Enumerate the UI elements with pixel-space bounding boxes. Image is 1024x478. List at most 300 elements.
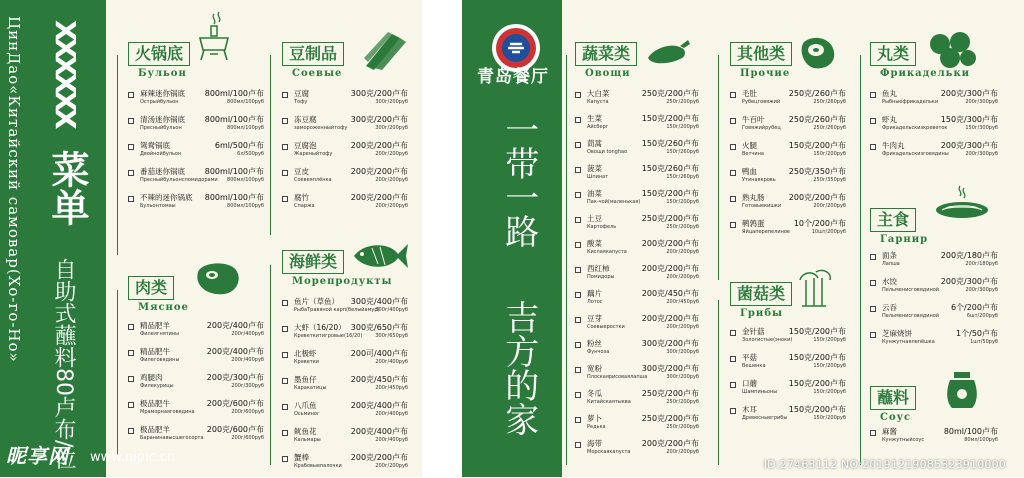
item-price-ru: 200г/300руб bbox=[965, 287, 998, 293]
menu-item[interactable] bbox=[128, 88, 264, 114]
item-price-ru: 150г/200руб bbox=[666, 199, 699, 205]
item-price: 200克/300卢布 bbox=[940, 277, 998, 286]
item-name-ru: Шпинат bbox=[587, 174, 609, 180]
checkbox[interactable] bbox=[282, 456, 288, 462]
item-price: 6ml/500卢布 bbox=[214, 141, 264, 150]
item-name-ru: Спаржа bbox=[294, 203, 315, 209]
item-name-ru: Мраморнаяговядина bbox=[140, 409, 195, 415]
item-name: 精品肥牛 bbox=[140, 347, 170, 356]
item-price: 80ml/100卢布 bbox=[943, 427, 998, 436]
checkbox[interactable] bbox=[128, 92, 134, 98]
checkbox[interactable] bbox=[575, 242, 581, 248]
checkbox[interactable] bbox=[730, 330, 736, 336]
item-name-ru: Двойнойбульон bbox=[140, 151, 182, 157]
item-name-ru: Пельменисговядиной bbox=[882, 313, 940, 319]
item-name-ru: Кунжутныйсоус bbox=[882, 437, 925, 443]
checkbox[interactable] bbox=[575, 442, 581, 448]
item-name-ru: Креветкитигровые(16/20) bbox=[294, 333, 363, 339]
item-name-ru: Соевеяплёнка bbox=[294, 177, 332, 183]
item-name-ru: Пак-чой(маленькая) bbox=[587, 199, 641, 205]
checkbox[interactable] bbox=[128, 118, 134, 124]
checkbox[interactable] bbox=[730, 196, 736, 202]
section-title: 肉类 bbox=[128, 276, 174, 300]
item-name-ru: Овощи tonghao bbox=[587, 149, 628, 155]
item-name-ru: Крабовыепалочки bbox=[294, 463, 342, 469]
menu-item[interactable] bbox=[282, 374, 408, 400]
menu-list bbox=[730, 88, 846, 244]
item-name-ru: Филекурицы bbox=[140, 383, 174, 389]
divider bbox=[117, 55, 118, 255]
checkbox[interactable] bbox=[282, 326, 288, 332]
menu-item[interactable] bbox=[575, 88, 699, 113]
item-name-ru: Фрикадельскизговядины bbox=[882, 151, 949, 157]
item-price-ru: 200г/200руб bbox=[375, 463, 408, 469]
item-name-ru: Рыбныефрикадельки bbox=[882, 99, 939, 105]
item-name-ru: Говяжийрубец bbox=[742, 125, 781, 131]
checkbox[interactable] bbox=[128, 350, 134, 356]
item-price-ru: 200г/450руб bbox=[375, 385, 408, 391]
item-price: 300克/200卢布 bbox=[350, 89, 408, 98]
item-price-ru: 250г/200руб bbox=[666, 99, 699, 105]
checkbox[interactable] bbox=[282, 378, 288, 384]
item-name: 面条 bbox=[882, 251, 897, 260]
menu-item[interactable] bbox=[870, 328, 998, 354]
menu-item[interactable] bbox=[730, 166, 846, 192]
item-name: 豆腐泡 bbox=[294, 141, 317, 150]
item-name-ru: Тофу bbox=[294, 99, 308, 105]
item-name-ru: Зологистые(эноки) bbox=[742, 337, 793, 343]
menu-item[interactable] bbox=[575, 388, 699, 413]
item-price: 250克/200卢布 bbox=[641, 389, 699, 398]
section-title: 豆制品 bbox=[282, 42, 344, 66]
checkbox[interactable] bbox=[128, 324, 134, 330]
item-name: 萝卜 bbox=[587, 414, 602, 423]
section-title-ru: Фрикадельки bbox=[880, 68, 971, 79]
menu-item[interactable] bbox=[128, 140, 264, 166]
watermark-brand: 昵享网 bbox=[6, 444, 69, 468]
item-price-ru: 300г/200руб bbox=[375, 125, 408, 131]
slogan-1: 一带一路 bbox=[498, 112, 539, 248]
checkbox[interactable] bbox=[128, 402, 134, 408]
menu-item[interactable] bbox=[575, 238, 699, 263]
checkbox[interactable] bbox=[128, 376, 134, 382]
item-price-ru: 200г/600руб bbox=[231, 409, 264, 415]
item-price: 250克/260卢布 bbox=[788, 115, 846, 124]
item-price: 150克/260卢布 bbox=[641, 164, 699, 173]
item-name: 金针菇 bbox=[742, 327, 765, 336]
checkbox[interactable] bbox=[575, 117, 581, 123]
menu-item[interactable] bbox=[575, 438, 699, 463]
checkbox[interactable] bbox=[575, 217, 581, 223]
checkbox[interactable] bbox=[128, 196, 134, 202]
item-name: 鱼片（草鱼） bbox=[294, 297, 339, 306]
item-price-ru: 150г/300руб bbox=[965, 125, 998, 131]
section-title-ru: Прочие bbox=[740, 68, 791, 79]
checkbox[interactable] bbox=[575, 417, 581, 423]
checkbox[interactable] bbox=[128, 428, 134, 434]
menu-item[interactable] bbox=[870, 250, 998, 276]
section-title-ru: Гарнир bbox=[880, 234, 929, 245]
menu-item[interactable] bbox=[128, 346, 264, 372]
section-title-ru: Грибы bbox=[740, 308, 784, 319]
menu-item[interactable] bbox=[870, 88, 998, 114]
checkbox[interactable] bbox=[870, 306, 876, 312]
checkbox[interactable] bbox=[575, 167, 581, 173]
meatballs-icon bbox=[928, 30, 978, 70]
checkbox[interactable] bbox=[575, 342, 581, 348]
divider bbox=[718, 55, 719, 280]
item-price-ru: 6шт/200руб bbox=[966, 313, 998, 319]
checkbox[interactable] bbox=[575, 317, 581, 323]
item-name: 豆芽 bbox=[587, 314, 602, 323]
checkbox[interactable] bbox=[730, 222, 736, 228]
item-price-ru: 300г/650руб bbox=[375, 333, 408, 339]
menu-item[interactable] bbox=[128, 114, 264, 140]
item-price-ru: 200г/400руб bbox=[375, 437, 408, 443]
checkbox[interactable] bbox=[730, 118, 736, 124]
checkbox[interactable] bbox=[575, 292, 581, 298]
section-title: 主食 bbox=[870, 208, 916, 232]
checkbox[interactable] bbox=[282, 196, 288, 202]
menu-item[interactable] bbox=[730, 88, 846, 114]
checkbox[interactable] bbox=[282, 118, 288, 124]
item-name-ru: Кальмары bbox=[294, 437, 321, 443]
item-name-ru: Помидоры bbox=[587, 274, 615, 280]
item-price-ru: 200г/180руб bbox=[965, 261, 998, 267]
checkbox[interactable] bbox=[282, 170, 288, 176]
item-name: 生菜 bbox=[587, 114, 602, 123]
item-name: 鱼丸 bbox=[882, 89, 897, 98]
item-price: 200克/300卢布 bbox=[940, 141, 998, 150]
item-price: 200克/200卢布 bbox=[350, 141, 408, 150]
section-title-ru: Мясное bbox=[138, 302, 189, 313]
item-price-ru: 250г/350руб bbox=[813, 177, 846, 183]
menu-item[interactable] bbox=[730, 326, 846, 352]
menu-item[interactable] bbox=[730, 378, 846, 404]
item-name: 虾丸 bbox=[882, 115, 897, 124]
item-name-ru: Кислаякапуста bbox=[587, 249, 627, 255]
checkbox[interactable] bbox=[575, 142, 581, 148]
item-name-ru: Морскаякапуста bbox=[587, 449, 631, 455]
menu-list bbox=[870, 250, 998, 354]
item-name: 藕片 bbox=[587, 289, 602, 298]
menu-item[interactable] bbox=[575, 113, 699, 138]
menu-item[interactable] bbox=[575, 413, 699, 438]
menu-item[interactable] bbox=[282, 400, 408, 426]
item-price-ru: 200г/300руб bbox=[965, 99, 998, 105]
item-price: 6个/200卢布 bbox=[950, 303, 998, 312]
divider bbox=[718, 300, 719, 465]
item-name: 土豆 bbox=[587, 214, 602, 223]
item-price: 200克/400卢布 bbox=[206, 347, 264, 356]
menu-item[interactable] bbox=[282, 452, 408, 478]
menu-item[interactable] bbox=[282, 296, 408, 322]
menu-item[interactable] bbox=[730, 192, 846, 218]
menu-item[interactable] bbox=[282, 322, 408, 348]
item-price: 800ml/100卢布 bbox=[204, 193, 264, 202]
item-name-ru: Ветчина bbox=[742, 151, 764, 157]
item-price: 200克/400卢布 bbox=[350, 427, 408, 436]
menu-list bbox=[870, 88, 998, 166]
item-price: 10个/200卢布 bbox=[793, 219, 846, 228]
menu-item[interactable] bbox=[128, 424, 264, 450]
checkbox[interactable] bbox=[870, 118, 876, 124]
item-name: 鹌鹑蛋 bbox=[742, 219, 765, 228]
section-title: 蔬菜类 bbox=[575, 42, 637, 66]
item-name: 云吞 bbox=[882, 303, 897, 312]
menu-item[interactable] bbox=[282, 426, 408, 452]
checkbox[interactable] bbox=[282, 300, 288, 306]
item-name: 清汤迷你锅底 bbox=[140, 115, 185, 124]
item-price: 200克/400卢布 bbox=[350, 401, 408, 410]
item-price: 250克/200卢布 bbox=[641, 214, 699, 223]
checkbox[interactable] bbox=[730, 408, 736, 414]
menu-item[interactable] bbox=[575, 338, 699, 363]
checkbox[interactable] bbox=[282, 352, 288, 358]
section-title-ru: Бульон bbox=[138, 68, 187, 79]
item-name: 粉丝 bbox=[587, 339, 602, 348]
item-price: 200克/180卢布 bbox=[940, 251, 998, 260]
menu-item[interactable] bbox=[128, 192, 264, 218]
item-name: 酸菜 bbox=[587, 239, 602, 248]
menu-item[interactable] bbox=[128, 166, 264, 192]
checkbox[interactable] bbox=[730, 382, 736, 388]
item-price: 200克/450卢布 bbox=[641, 289, 699, 298]
item-name-ru: Кунжутнаялепёшка bbox=[882, 339, 935, 345]
mushroom-icon bbox=[792, 266, 836, 314]
menu-item[interactable] bbox=[282, 192, 408, 218]
item-name: 豆腐 bbox=[294, 89, 309, 98]
title-menu: 菜单 bbox=[45, 150, 89, 226]
checkbox[interactable] bbox=[575, 92, 581, 98]
checkbox[interactable] bbox=[575, 267, 581, 273]
item-name-ru: Осьминог bbox=[294, 411, 320, 417]
item-price: 200克/200卢布 bbox=[788, 193, 846, 202]
menu-item[interactable] bbox=[282, 166, 408, 192]
item-name: 腐竹 bbox=[294, 193, 309, 202]
checkbox[interactable] bbox=[282, 144, 288, 150]
item-name-ru: Готовыекишки bbox=[742, 203, 782, 209]
item-name-ru: Креветки bbox=[294, 359, 320, 365]
item-price: 200克/300卢布 bbox=[940, 89, 998, 98]
item-price-ru: 200г/300руб bbox=[965, 151, 998, 157]
checkbox[interactable] bbox=[730, 170, 736, 176]
item-name: 大虾（16/20） bbox=[294, 323, 346, 332]
item-price-ru: 250г/260руб bbox=[813, 99, 846, 105]
menu-item[interactable] bbox=[282, 348, 408, 374]
menu-item[interactable] bbox=[575, 263, 699, 288]
item-price-ru: 200г/200руб bbox=[666, 249, 699, 255]
item-price-ru: 200г/200руб bbox=[375, 203, 408, 209]
menu-item[interactable] bbox=[575, 188, 699, 213]
item-price-ru: 250г/260руб bbox=[813, 125, 846, 131]
item-price-ru: 200г/200руб bbox=[666, 324, 699, 330]
item-name: 牛肉丸 bbox=[882, 141, 905, 150]
menu-item[interactable] bbox=[575, 213, 699, 238]
item-name: 鸳鸯锅底 bbox=[140, 141, 170, 150]
item-price: 200克/600卢布 bbox=[206, 425, 264, 434]
menu-item[interactable] bbox=[730, 114, 846, 140]
item-price: 150克/200卢布 bbox=[641, 114, 699, 123]
menu-item[interactable] bbox=[575, 363, 699, 388]
item-price-ru: 80мл/100руб bbox=[964, 437, 998, 443]
item-price: 200克/450卢布 bbox=[350, 375, 408, 384]
item-price-ru: 300г/200руб bbox=[666, 374, 699, 380]
item-name: 蟹棒 bbox=[294, 453, 309, 462]
item-name-ru: Рубецговяжий bbox=[742, 99, 781, 105]
item-name: 极品肥牛 bbox=[140, 399, 170, 408]
menu-list bbox=[870, 426, 998, 452]
item-name: 菠菜 bbox=[587, 164, 602, 173]
menu-item[interactable] bbox=[870, 302, 998, 328]
item-price: 200克/200卢布 bbox=[350, 453, 408, 462]
checkbox[interactable] bbox=[282, 404, 288, 410]
item-name-ru: Вешенка bbox=[742, 363, 766, 369]
steak-icon bbox=[192, 258, 242, 298]
menu-item[interactable] bbox=[128, 372, 264, 398]
item-name-ru: Каракатицы bbox=[294, 385, 327, 391]
menu-item[interactable] bbox=[128, 320, 264, 346]
item-price-ru: 150г/200руб bbox=[813, 151, 846, 157]
checkbox[interactable] bbox=[730, 92, 736, 98]
item-name-ru: Яйцаперепелиное bbox=[742, 229, 790, 235]
menu-item[interactable] bbox=[282, 114, 408, 140]
item-price-ru: 800мл/100руб bbox=[227, 125, 264, 131]
menu-item[interactable] bbox=[730, 352, 846, 378]
item-price: 300克/400卢布 bbox=[350, 297, 408, 306]
item-name-ru: Баранинавысшегосорта bbox=[140, 435, 204, 441]
checkbox[interactable] bbox=[282, 92, 288, 98]
item-price: 800ml/100卢布 bbox=[204, 167, 264, 176]
item-price: 800ml/100卢布 bbox=[204, 89, 264, 98]
item-price-ru: 200г/600руб bbox=[231, 435, 264, 441]
item-price: 250克/350卢布 bbox=[788, 167, 846, 176]
menu-item[interactable] bbox=[730, 218, 846, 244]
item-price-ru: 300г/200руб bbox=[666, 349, 699, 355]
divider bbox=[117, 290, 118, 455]
item-name-ru: Филеговядины bbox=[140, 357, 180, 363]
item-price-ru: 200г/200руб bbox=[375, 177, 408, 183]
menu-item[interactable] bbox=[870, 276, 998, 302]
item-price: 250克/200卢布 bbox=[641, 414, 699, 423]
menu-list bbox=[128, 320, 264, 450]
checkbox[interactable] bbox=[870, 430, 876, 436]
section-title-ru: Соевые bbox=[292, 68, 343, 79]
item-name-ru: Лапша bbox=[882, 261, 900, 267]
menu-item[interactable] bbox=[730, 140, 846, 166]
checkbox[interactable] bbox=[575, 367, 581, 373]
checkbox[interactable] bbox=[870, 254, 876, 260]
menu-item[interactable] bbox=[575, 288, 699, 313]
fish-icon bbox=[350, 238, 410, 274]
title-placeholder: XXXXXX bbox=[49, 20, 82, 126]
self-service-sauce-note: 自助式蘸料80卢布/位 bbox=[51, 258, 76, 470]
item-name: 大白菜 bbox=[587, 89, 610, 98]
checkbox[interactable] bbox=[575, 392, 581, 398]
item-name: 豆皮 bbox=[294, 167, 309, 176]
item-price-ru: 10шт/200руб bbox=[811, 229, 846, 235]
sauce-jar-icon bbox=[944, 370, 980, 410]
item-price: 200克/300卢布 bbox=[206, 373, 264, 382]
checkbox[interactable] bbox=[575, 192, 581, 198]
item-name-ru: РыбаТравяной карп(белыйамур) bbox=[294, 307, 380, 313]
section-title: 菌菇类 bbox=[730, 282, 792, 306]
checkbox[interactable] bbox=[870, 144, 876, 150]
menu-item[interactable] bbox=[282, 140, 408, 166]
item-price-ru: 200г/200руб bbox=[375, 151, 408, 157]
item-name: 北极虾 bbox=[294, 349, 317, 358]
item-price: 300克/200卢布 bbox=[641, 364, 699, 373]
item-price: 200克/200卢布 bbox=[350, 167, 408, 176]
item-price: 200克/200卢布 bbox=[350, 193, 408, 202]
item-name-ru: Соевыеростки bbox=[587, 324, 625, 330]
item-name: 芝麻烧饼 bbox=[882, 329, 912, 338]
item-name-ru: замороженныйтофу bbox=[294, 125, 348, 131]
item-name-ru: Фунчоза bbox=[587, 349, 610, 355]
menu-item[interactable] bbox=[575, 138, 699, 163]
item-name: 番茄迷你锅底 bbox=[140, 167, 185, 176]
item-name-ru: Древесныегрибы bbox=[742, 415, 788, 421]
checkbox[interactable] bbox=[870, 92, 876, 98]
item-price: 150克/200卢布 bbox=[788, 379, 846, 388]
menu-list bbox=[575, 88, 699, 463]
item-name-ru: Плоскаярисоваялапша bbox=[587, 374, 648, 380]
item-name: 麻酱 bbox=[882, 427, 897, 436]
item-name-ru: Филеягнятины bbox=[140, 331, 180, 337]
item-price-ru: 800мл/100руб bbox=[227, 99, 264, 105]
checkbox[interactable] bbox=[128, 170, 134, 176]
menu-list bbox=[282, 88, 408, 218]
item-price-ru: 200г/200руб bbox=[666, 274, 699, 280]
menu-item[interactable] bbox=[730, 404, 846, 430]
item-name: 西红柿 bbox=[587, 264, 610, 273]
menu-list bbox=[282, 296, 408, 478]
item-name: 平菇 bbox=[742, 353, 757, 362]
menu-item[interactable] bbox=[870, 426, 998, 452]
item-price: 200克/600卢布 bbox=[206, 399, 264, 408]
section-title-ru: Овощи bbox=[585, 68, 631, 79]
checkbox[interactable] bbox=[870, 332, 876, 338]
checkbox[interactable] bbox=[870, 280, 876, 286]
menu-item[interactable] bbox=[575, 313, 699, 338]
checkbox[interactable] bbox=[730, 356, 736, 362]
menu-item[interactable] bbox=[128, 398, 264, 424]
menu-item[interactable] bbox=[870, 114, 998, 140]
item-name: 冬瓜 bbox=[587, 389, 602, 398]
checkbox[interactable] bbox=[730, 144, 736, 150]
item-name: 茼蒿 bbox=[587, 139, 602, 148]
section-title: 蘸料 bbox=[870, 386, 916, 410]
slogan-2: 吉方的家 bbox=[498, 300, 539, 436]
menu-item[interactable] bbox=[870, 140, 998, 166]
item-name: 精品肥羊 bbox=[140, 321, 170, 330]
item-name: 冻豆腐 bbox=[294, 115, 317, 124]
item-name: 油菜 bbox=[587, 189, 602, 198]
item-name-ru: Фрикадельскизкреветок bbox=[882, 125, 948, 131]
divider bbox=[270, 265, 271, 465]
checkbox[interactable] bbox=[282, 430, 288, 436]
menu-item[interactable] bbox=[575, 163, 699, 188]
section-title: 其他类 bbox=[730, 42, 792, 66]
item-price-ru: 150г/200руб bbox=[813, 363, 846, 369]
item-price: 250克/200卢布 bbox=[641, 89, 699, 98]
item-price-ru: 300г/400руб bbox=[375, 307, 408, 313]
item-name-ru: Айсберг bbox=[587, 124, 609, 130]
checkbox[interactable] bbox=[128, 144, 134, 150]
item-price: 300克/200卢布 bbox=[350, 115, 408, 124]
watermark-url: www.nipic.cn bbox=[90, 450, 176, 465]
menu-item[interactable] bbox=[282, 88, 408, 114]
